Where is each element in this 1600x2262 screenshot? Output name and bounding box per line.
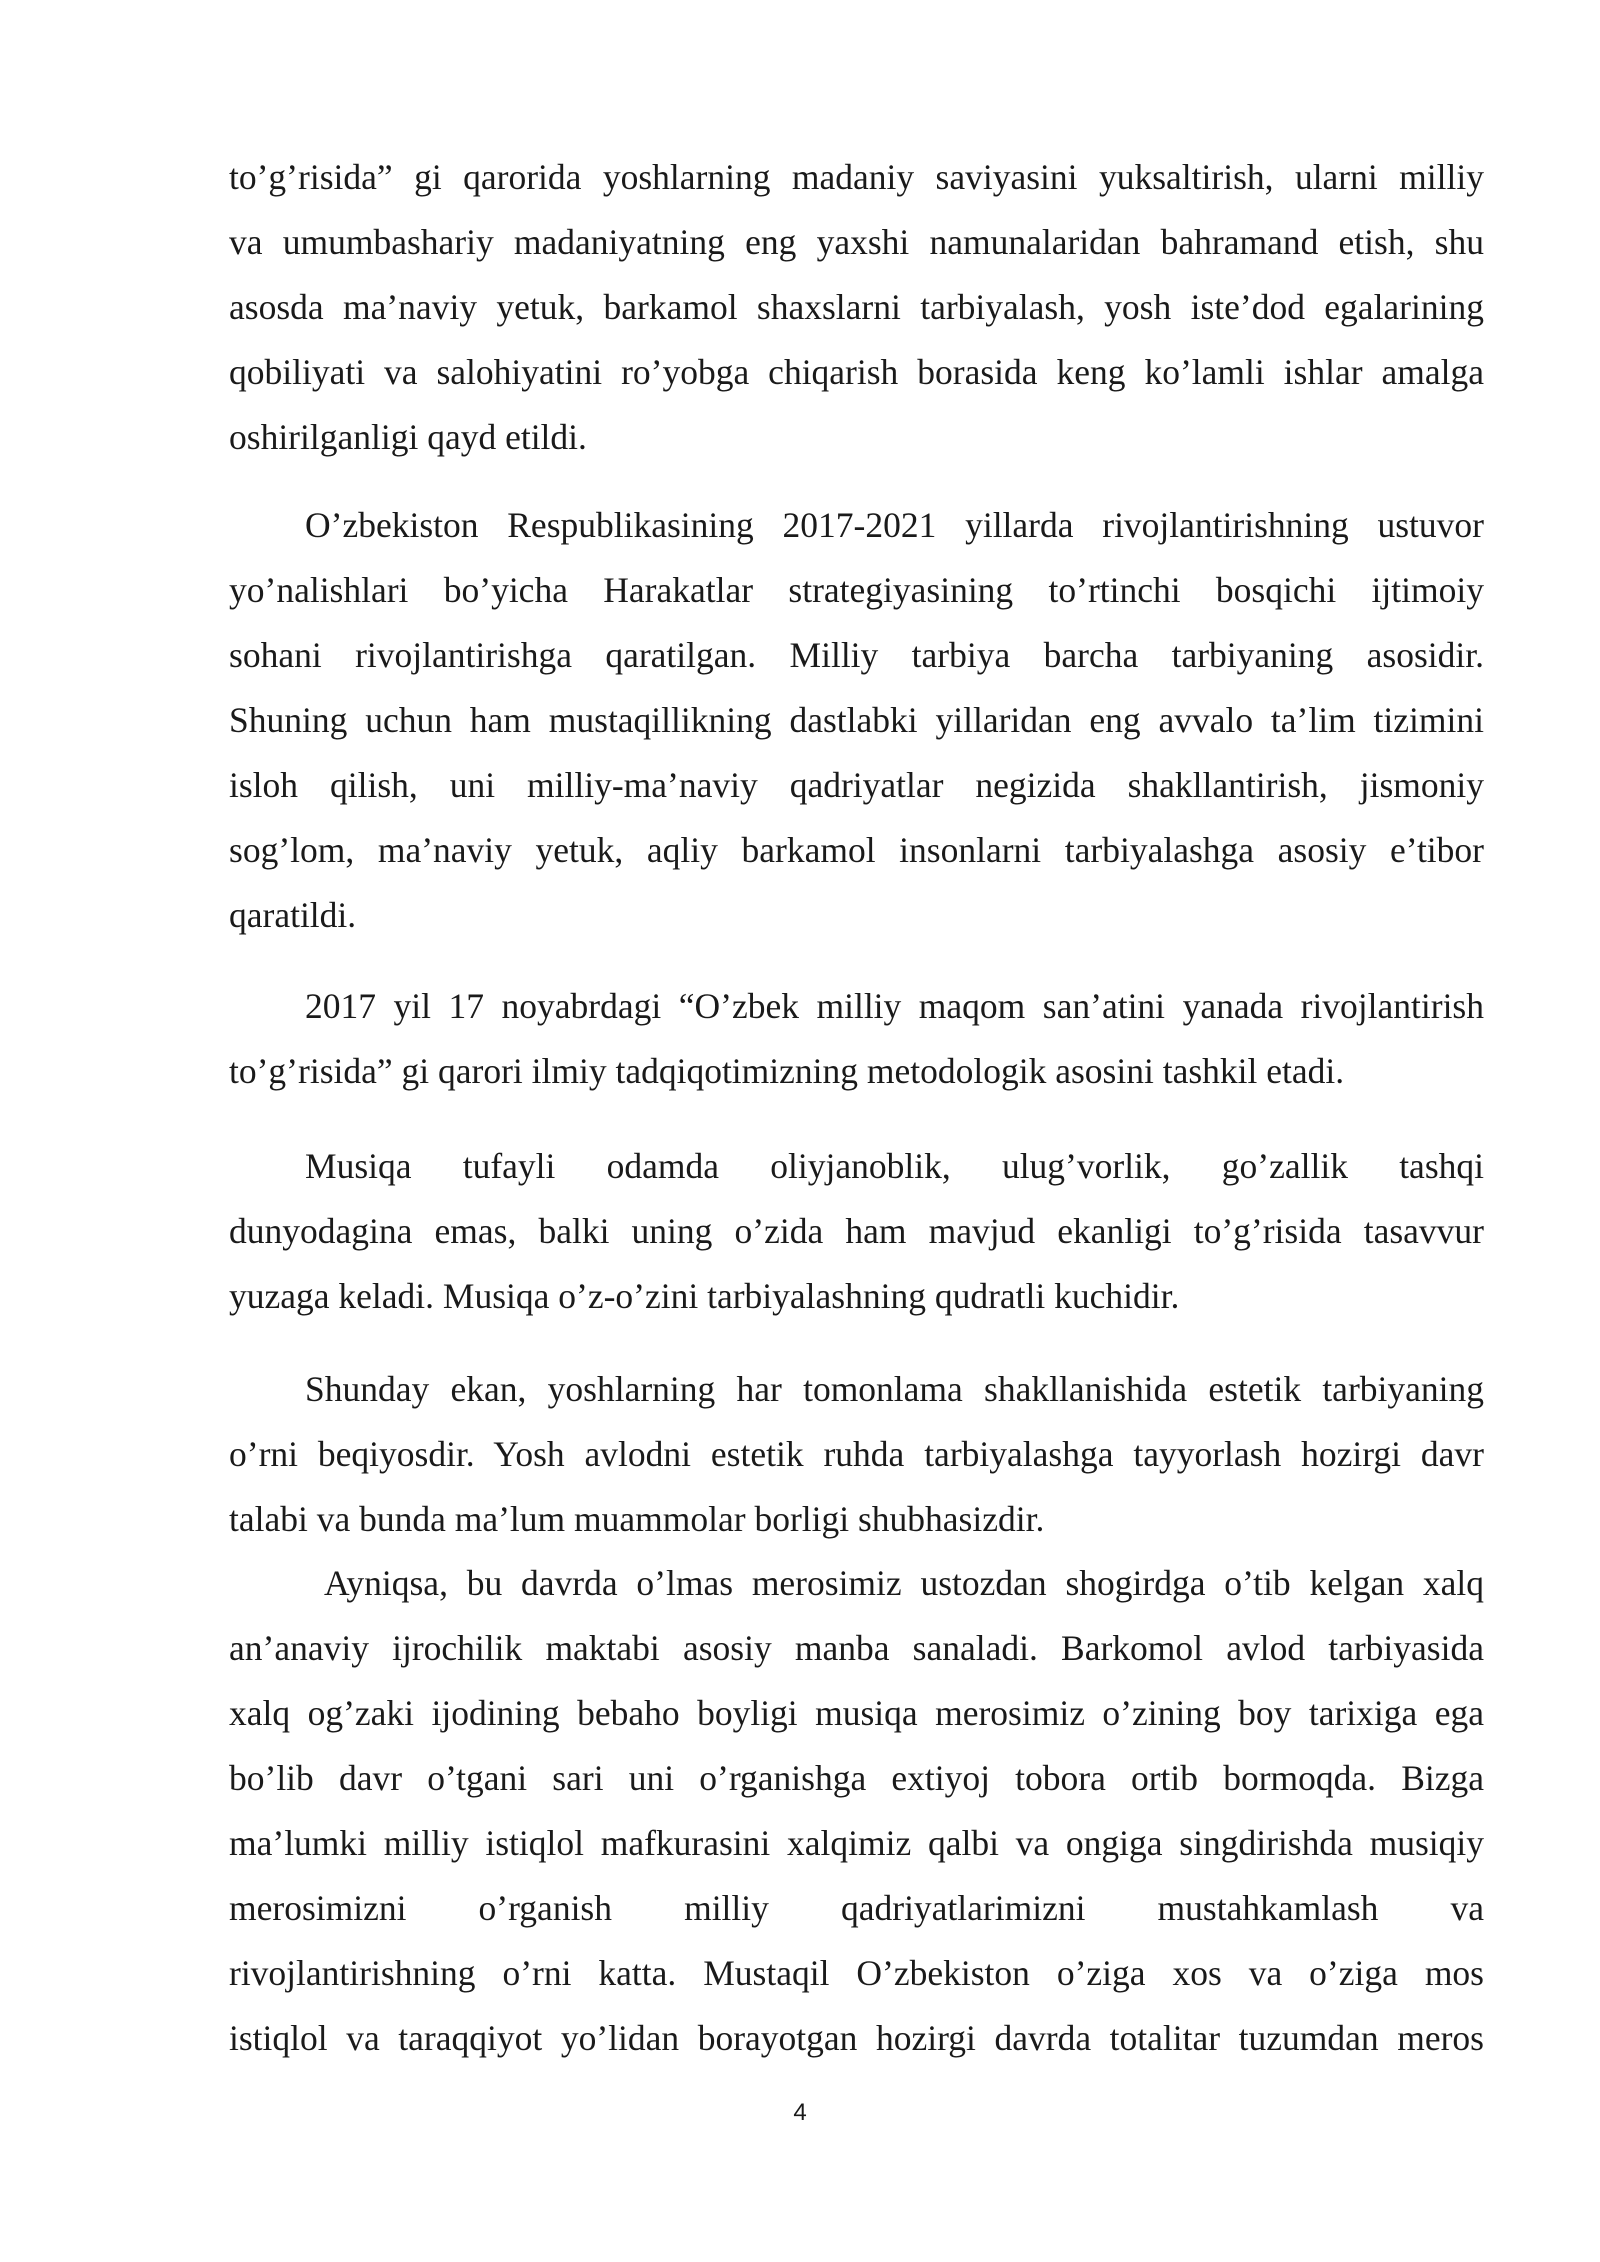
text-line: to’g’risida” gi qarorida yoshlarning madaniy saviyasini yuksaltirish, ularni milliy	[229, 157, 1484, 197]
text-line: xalq og’zaki ijodining bebaho boyligi musiqa merosimiz o’zining boy tarixiga ega	[229, 1693, 1484, 1733]
text-line: yo’nalishlari bo’yicha Harakatlar strategiyasining to’rtinchi bosqichi ijtimoiy	[229, 570, 1484, 610]
text-line: yuzaga keladi. Musiqa o’z-o’zini tarbiyalashning qudratli kuchidir.	[229, 1276, 1180, 1316]
text-line: talabi va bunda ma’lum muammolar borligi shubhasizdir.	[229, 1499, 1045, 1539]
paragraph-4	[229, 1134, 1484, 1329]
text-line: sohani rivojlantirishga qaratilgan. Milliy tarbiya barcha tarbiyaning asosidir.	[229, 635, 1484, 675]
text-line: o’rni beqiyosdir. Yosh avlodni estetik ruhda tarbiyalashga tayyorlash hozirgi davr	[229, 1434, 1484, 1474]
text-line: O’zbekiston Respublikasining 2017-2021 yillarda rivojlantirishning ustuvor	[305, 505, 1484, 545]
text-line: asosda ma’naviy yetuk, barkamol shaxslarni tarbiyalash, yosh iste’dod egalarining	[229, 287, 1484, 327]
paragraph-2	[229, 493, 1484, 948]
text-line: to’g’risida” gi qarori ilmiy tadqiqotimizning metodologik asosini tashkil etadi.	[229, 1051, 1345, 1091]
text-line: ma’lumki milliy istiqlol mafkurasini xalqimiz qalbi va ongiga singdirishda musiqiy	[229, 1823, 1484, 1863]
paragraph-6	[229, 1551, 1484, 2071]
text-line: Ayniqsa, bu davrda o’lmas merosimiz ustozdan shogirdga o’tib kelgan xalq	[324, 1563, 1484, 1603]
paragraph-3	[229, 974, 1484, 1104]
text-line: merosimizni o’rganish milliy qadriyatlarimizni mustahkamlash va	[229, 1888, 1484, 1928]
text-line: va umumbashariy madaniyatning eng yaxshi namunalaridan bahramand etish, shu	[229, 222, 1484, 262]
text-line: isloh qilish, uni milliy-ma’naviy qadriyatlar negizida shakllantirish, jismoniy	[229, 765, 1484, 805]
text-line: dunyodagina emas, balki uning o’zida ham mavjud ekanligi to’g’risida tasavvur	[229, 1211, 1484, 1251]
paragraph-5	[229, 1357, 1484, 1552]
text-line: qaratildi.	[229, 895, 357, 935]
text-line: sog’lom, ma’naviy yetuk, aqliy barkamol insonlarni tarbiyalashga asosiy e’tibor	[229, 830, 1484, 870]
text-line: qobiliyati va salohiyatini ro’yobga chiqarish borasida keng ko’lamli ishlar amalga	[229, 352, 1484, 392]
text-line: istiqlol va taraqqiyot yo’lidan borayotgan hozirgi davrda totalitar tuzumdan meros	[229, 2018, 1484, 2058]
text-line: Shunday ekan, yoshlarning har tomonlama shakllanishida estetik tarbiyaning	[305, 1369, 1484, 1409]
text-line: oshirilganligi qayd etildi.	[229, 417, 587, 457]
text-line: bo’lib davr o’tgani sari uni o’rganishga extiyoj tobora ortib bormoqda. Bizga	[229, 1758, 1484, 1798]
text-line: Musiqa tufayli odamda oliyjanoblik, ulug’vorlik, go’zallik tashqi	[305, 1146, 1484, 1186]
text-line: rivojlantirishning o’rni katta. Mustaqil O’zbekiston o’ziga xos va o’ziga mos	[229, 1953, 1484, 1993]
text-line: an’anaviy ijrochilik maktabi asosiy manba sanaladi. Barkomol avlod tarbiyasida	[229, 1628, 1484, 1668]
page-number: 4	[793, 2099, 807, 2126]
text-line: 2017 yil 17 noyabrdagi “O’zbek milliy maqom san’atini yanada rivojlantirish	[305, 986, 1484, 1026]
paragraph-1	[229, 145, 1484, 470]
text-line: Shuning uchun ham mustaqillikning dastlabki yillaridan eng avvalo ta’lim tizimini	[229, 700, 1484, 740]
